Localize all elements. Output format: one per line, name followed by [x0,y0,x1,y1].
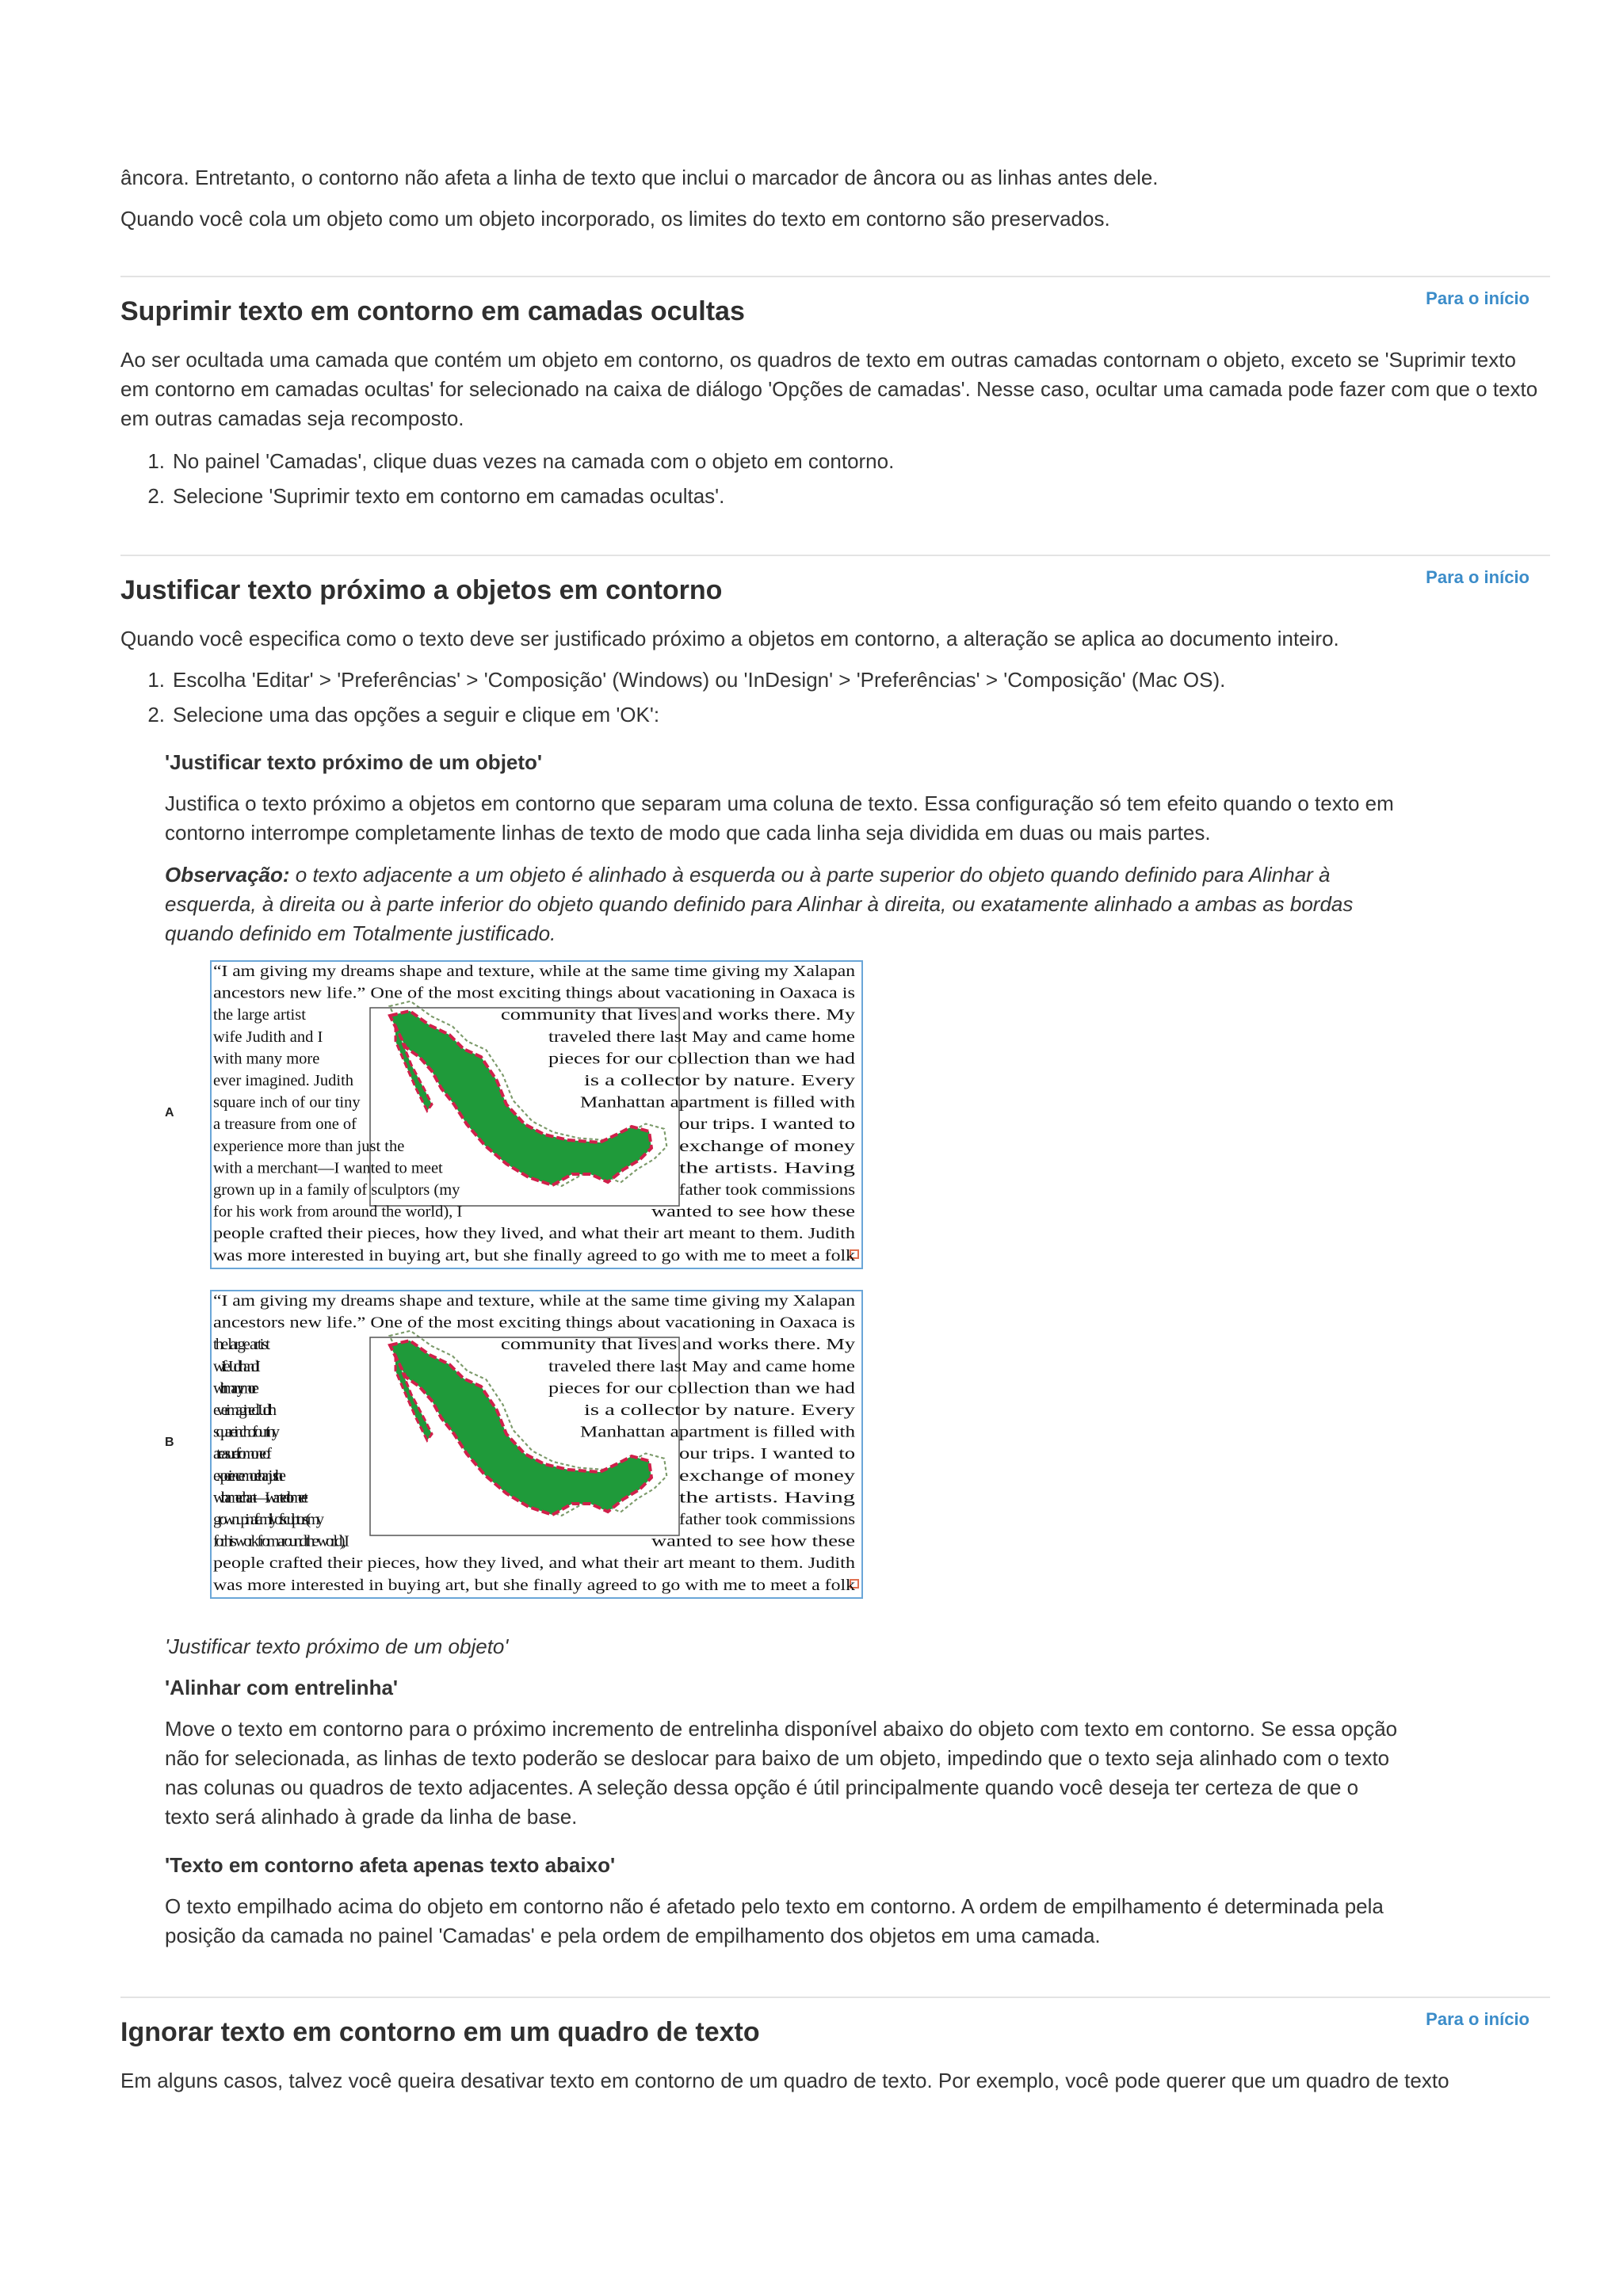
figure-text-line: traveled there last May and came home [548,1357,855,1375]
note-label: Observação: [165,863,290,887]
section-title: Ignorar texto em contorno em um quadro de texto [120,2017,760,2047]
figure-text-line: for his work from around the world), I [213,1203,463,1221]
figure-text-line: pieces for our collection than we had [548,1050,855,1068]
list-text: No painel 'Camadas', clique duas vezes na camada com o objeto em contorno. [173,449,895,473]
figure-label-a: A [165,1106,174,1119]
list-number: 1. [147,449,165,473]
back-to-top-link[interactable]: Para o início [1426,288,1529,308]
section-divider [120,555,1550,556]
figure-text-line: with many more [213,1379,259,1398]
figure-text-line: experience more than just the [213,1137,405,1155]
figure-text-line: with a merchant—I wanted to meet [213,1489,308,1507]
figure-text-line: a treasure from one of [213,1116,357,1134]
section-paragraph: Em alguns casos, talvez você queira desativar texto em contorno de um quadro de texto. Por exemplo, você pode querer que um quadro de texto [120,2069,1449,2092]
back-to-top-link[interactable]: Para o início [1426,567,1529,587]
figure-text-line: traveled there last May and came home [548,1028,855,1046]
figure-text-line: ever imagined. Judith [213,1072,354,1089]
option-title: 'Alinhar com entrelinha' [165,1676,399,1699]
option-description: Move o texto em contorno para o próximo incremento de entrelinha disponível abaixo do objeto com texto em contorno. Se essa opção não for selecionada, as linhas de texto poderão se deslocar para baixo de um objeto, impedindo que o texto seja alinhado com o texto nas colunas ou quadros de texto adjacentes. A seleção dessa opção é útil principalmente quando você deseja ter certeza de que o texto será alinhado à grade da linha de base. [165,1717,1398,1829]
figure-text-line: was more interested in buying art, but she finally agreed to go with me to meet a folk [213,1246,856,1264]
figure-text-line: exchange of money [679,1137,857,1155]
figure-text-line: was more interested in buying art, but she finally agreed to go with me to meet a folk [213,1576,856,1594]
note-text: o texto adjacente a um objeto é alinhado à esquerda ou à parte superior do objeto quando definido para Alinhar à esquerda, à direita ou à parte inferior do objeto quando definido para Alinhar à direita, ou exatamente alinhado a ambas as bordas quando definido em Totalmente justificado. [165,863,1354,945]
figure-a-graphic [212,962,861,1268]
figure-text-line: our trips. I wanted to [679,1116,855,1134]
figure-text-line: ancestors new life.” One of the most exciting things about vacationing in Oaxaca is [213,1314,856,1332]
figure-text-line: “I am giving my dreams shape and texture, while at the same time giving my Xalapan [213,963,855,980]
figure-label-b: B [165,1436,174,1449]
figure-text-line: Manhattan apartment is filled with [580,1093,855,1112]
list-item [120,666,1225,695]
figure-text-line: a treasure from one of [213,1445,272,1463]
section-title: Suprimir texto em contorno em camadas ocultas [120,296,745,326]
option-title: 'Justificar texto próximo de um objeto' [165,750,543,774]
figure-text-line: exchange of money [679,1466,857,1485]
figure-text-line: wanted to see how these [651,1532,855,1550]
option-description: Justifica o texto próximo a objetos em contorno que separam uma coluna de texto. Essa configuração só tem efeito quando o texto em contorno interrompe completamente linhas de texto de modo que cada linha seja dividida em duas ou mais partes. [165,791,1394,845]
figure-text-line: people crafted their pieces, how they lived, and what their art meant to them. Judith [213,1225,855,1243]
figure-text-line: for his work from around the world), I [213,1532,349,1550]
note [165,860,1401,948]
figure-text-line: wife Judith and I [213,1028,323,1046]
list-number: 2. [147,703,165,727]
list-item [120,447,894,476]
figure-text-line: our trips. I wanted to [679,1445,855,1463]
figure-text-line: wanted to see how these [651,1203,855,1221]
list-text: Selecione 'Suprimir texto em contorno em camadas ocultas'. [173,484,725,508]
list-text: Escolha 'Editar' > 'Preferências' > 'Composição' (Windows) ou 'InDesign' > 'Preferências' > 'Composição' (Mac OS). [173,668,1226,692]
list-number: 1. [147,668,165,692]
list-text: Selecione uma das opções a seguir e clique em 'OK': [173,703,660,727]
figure-text-line: ancestors new life.” One of the most exciting things about vacationing in Oaxaca is [213,984,856,1002]
figure-text-line: with many more [213,1050,320,1068]
option-title: 'Texto em contorno afeta apenas texto abaixo' [165,1853,616,1877]
figure-text-line: community that lives and works there. My [501,1006,856,1024]
figure-text-line: grown up in a family of sculptors (my [213,1181,460,1199]
figure-text-line: is a collector by nature. Every [584,1072,857,1089]
option-description: O texto empilhado acima do objeto em contorno não é afetado pelo texto em contorno. A ordem de empilhamento é determinada pela posição da camada no painel 'Camadas' e pela ordem de empilhamento dos objetos em uma camada. [165,1894,1384,1947]
list-number: 2. [147,484,165,508]
figure-text-line: Manhattan apartment is filled with [580,1423,855,1441]
list-item [120,700,659,730]
section-divider [120,1997,1550,1998]
figure-text-line: the large artist [213,1336,270,1354]
section-paragraph: Ao ser ocultada uma camada que contém um objeto em contorno, os quadros de texto em outras camadas contornam o objeto, exceto se 'Suprimir texto em contorno em camadas ocultas' for selecionado na caixa de diálogo 'Opções de camadas'. Nesse caso, ocultar uma camada pode fazer com que o texto em outras camadas seja recomposto. [120,348,1538,430]
figure-a [210,960,863,1269]
figure-text-line: grown up in a family of sculptors (my [213,1511,324,1528]
figure-text-line: ever imagined. Judith [213,1402,277,1419]
figure-text-line: square inch of our tiny [213,1423,281,1441]
section-paragraph: Quando você especifica como o texto deve ser justificado próximo a objetos em contorno, a alteração se aplica ao documento inteiro. [120,627,1339,650]
figure-text-line: people crafted their pieces, how they lived, and what their art meant to them. Judith [213,1554,855,1573]
figure-text-line: is a collector by nature. Every [584,1402,857,1419]
back-to-top-link[interactable]: Para o início [1426,2009,1529,2029]
figure-text-line: community that lives and works there. My [501,1336,856,1354]
figure-text-line: the large artist [213,1006,306,1024]
intro-line-2: Quando você cola um objeto como um objeto incorporado, os limites do texto em contorno são preservados. [120,207,1110,231]
figure-text-line: wife Judith and I [213,1357,261,1375]
figure-text-line: experience more than just the [213,1466,286,1485]
figure-text-line: father took commissions [679,1181,856,1199]
figure-text-line: pieces for our collection than we had [548,1379,855,1398]
figure-text-line: square inch of our tiny [213,1093,361,1112]
figure-b [210,1290,863,1599]
figure-text-line: the artists. Having [679,1489,855,1507]
figure-caption: 'Justificar texto próximo de um objeto' [165,1634,509,1658]
figure-b-graphic [212,1291,861,1597]
figure-text-line: father took commissions [679,1511,856,1528]
figure-text-line: “I am giving my dreams shape and texture, while at the same time giving my Xalapan [213,1292,855,1310]
section-title: Justificar texto próximo a objetos em contorno [120,575,723,605]
list-item [120,482,724,511]
section-divider [120,276,1550,277]
intro-line-1: âncora. Entretanto, o contorno não afeta a linha de texto que inclui o marcador de âncora ou as linhas antes dele. [120,166,1159,189]
figure-text-line: the artists. Having [679,1159,855,1177]
figure-text-line: with a merchant—I wanted to meet [213,1159,443,1177]
